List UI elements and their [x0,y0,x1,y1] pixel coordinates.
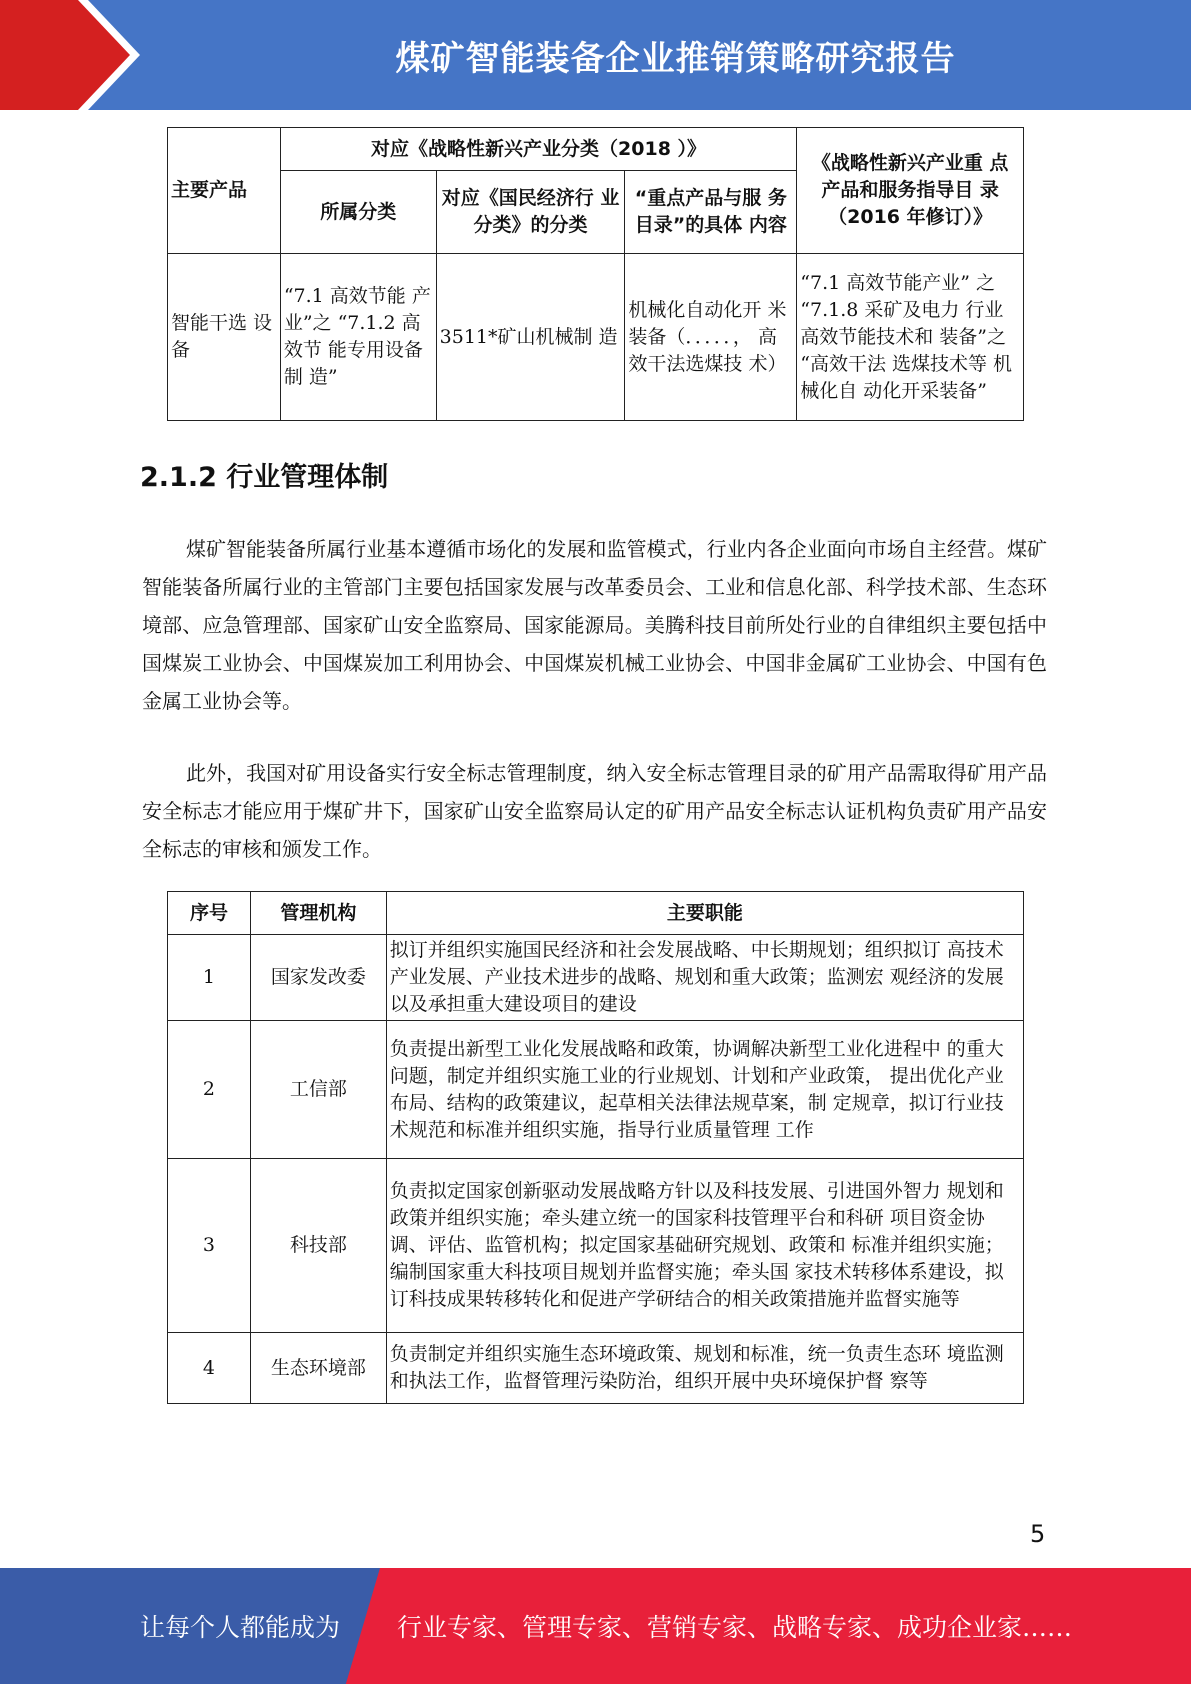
cell-duty: 负责制定并组织实施生态环境政策、规划和标准，统一负责生态环 境监测和执法工作，监督管理污染防治，组织开展中央环境保护督 察等 [386,1333,1023,1404]
col-org: 管理机构 [250,892,386,935]
col-national: 对应《国民经济行 业分类》的分类 [436,171,625,254]
col-main-product: 主要产品 [168,128,281,254]
cell-key-content: 机械化自动化开 米装备（．．．．．， 高效干法选煤技 术） [625,254,797,421]
cell-duty: 负责提出新型工业化发展战略和政策，协调解决新型工业化进程中 的重大问题，制定并组织实施工业的行业规划、计划和产业政策， 提出优化产业布局、结构的政策建议，起草相关法律法规草案，制 定规章，拟订行业技术规范和标准并组织实施，指导行业质量管理 工作 [386,1021,1023,1159]
page-footer [0,1568,1191,1684]
cell-org: 国家发改委 [250,935,386,1021]
section-title: 2.1.2 行业管理体制 [140,462,389,493]
cell-duty: 负责拟定国家创新驱动发展战略方针以及科技发展、引进国外智力 规划和政策并组织实施；牵头建立统一的国家科技管理平台和科研 项目资金协调、评估、监管机构；拟定国家基础研究规划、政策和 标准并组织实施；编制国家重大科技项目规划并监督实施；牵头国 家技术转移体系建设，拟订科技成果转移转化和促进产学研结合的相关政策措施并监督实施等 [386,1159,1023,1333]
cell-category: “7.1 高效节能 产业”之 “7.1.2 高效节 能专用设备制 造” [280,254,436,421]
cell-no: 3 [168,1159,251,1333]
cell-guide: “7.1 高效节能产业” 之 “7.1.8 采矿及电力 行业 高效节能技术和 装备”之 “高效干法 选煤技术等 机械化自 动化开采装备” [797,254,1024,421]
footer-slogan-left: 让每个人都能成为 [140,1613,341,1642]
cell-product: 智能干选 设备 [168,254,281,421]
industry-classification-table [167,127,1024,421]
footer-slogan-right: 行业专家、管理专家、营销专家、战略专家、成功企业家…… [397,1613,1073,1642]
page-number: 5 [1030,1520,1046,1548]
cell-org: 生态环境部 [250,1333,386,1404]
cell-org: 科技部 [250,1159,386,1333]
table-row [168,254,1024,421]
table-row [168,1333,1024,1404]
cell-org: 工信部 [250,1021,386,1159]
page-title: 煤矿智能装备企业推销策略研究报告 [395,38,956,79]
cell-national: 3511*矿山机械制 造 [436,254,625,421]
cell-no: 4 [168,1333,251,1404]
col-group-header: 对应《战略性新兴产业分类（2018 ）》 [280,128,796,171]
paragraph-safety-mark: 此外，我国对矿用设备实行安全标志管理制度，纳入安全标志管理目录的矿用产品需取得矿用产品安全标志才能应用于煤矿井下，国家矿山安全监察局认定的矿用产品安全标志认证机构负责矿用产品安全标志的审核和颁发工作。 [142,761,1047,861]
col-guide: 《战略性新兴产业重 点 产品和服务指导目 录 （2016 年修订）》 [797,128,1024,254]
col-duty: 主要职能 [386,892,1023,935]
table-row [168,1021,1024,1159]
col-key-content: “重点产品与服 务目录”的具体 内容 [625,171,797,254]
table-row [168,935,1024,1021]
cell-no: 2 [168,1021,251,1159]
paragraph-management: 煤矿智能装备所属行业基本遵循市场化的发展和监管模式，行业内各企业面向市场自主经营。煤矿智能装备所属行业的主管部门主要包括国家发展与改革委员会、工业和信息化部、科学技术部、生态环境部、应急管理部、国家矿山安全监察局、国家能源局。美腾科技目前所处行业的自律组织主要包括中国煤炭工业协会、中国煤炭加工利用协会、中国煤炭机械工业协会、中国非金属矿工业协会、中国有色金属工业协会等。 [142,537,1047,713]
page-header [0,0,1191,110]
col-category: 所属分类 [280,171,436,254]
cell-duty: 拟订并组织实施国民经济和社会发展战略、中长期规划；组织拟订 高技术产业发展、产业技术进步的战略、规划和重大政策；监测宏 观经济的发展以及承担重大建设项目的建设 [386,935,1023,1021]
col-no: 序号 [168,892,251,935]
header-arrow-icon [70,0,150,110]
cell-no: 1 [168,935,251,1021]
management-agencies-table [167,891,1024,1404]
table-row [168,1159,1024,1333]
header-red-block [0,0,70,110]
